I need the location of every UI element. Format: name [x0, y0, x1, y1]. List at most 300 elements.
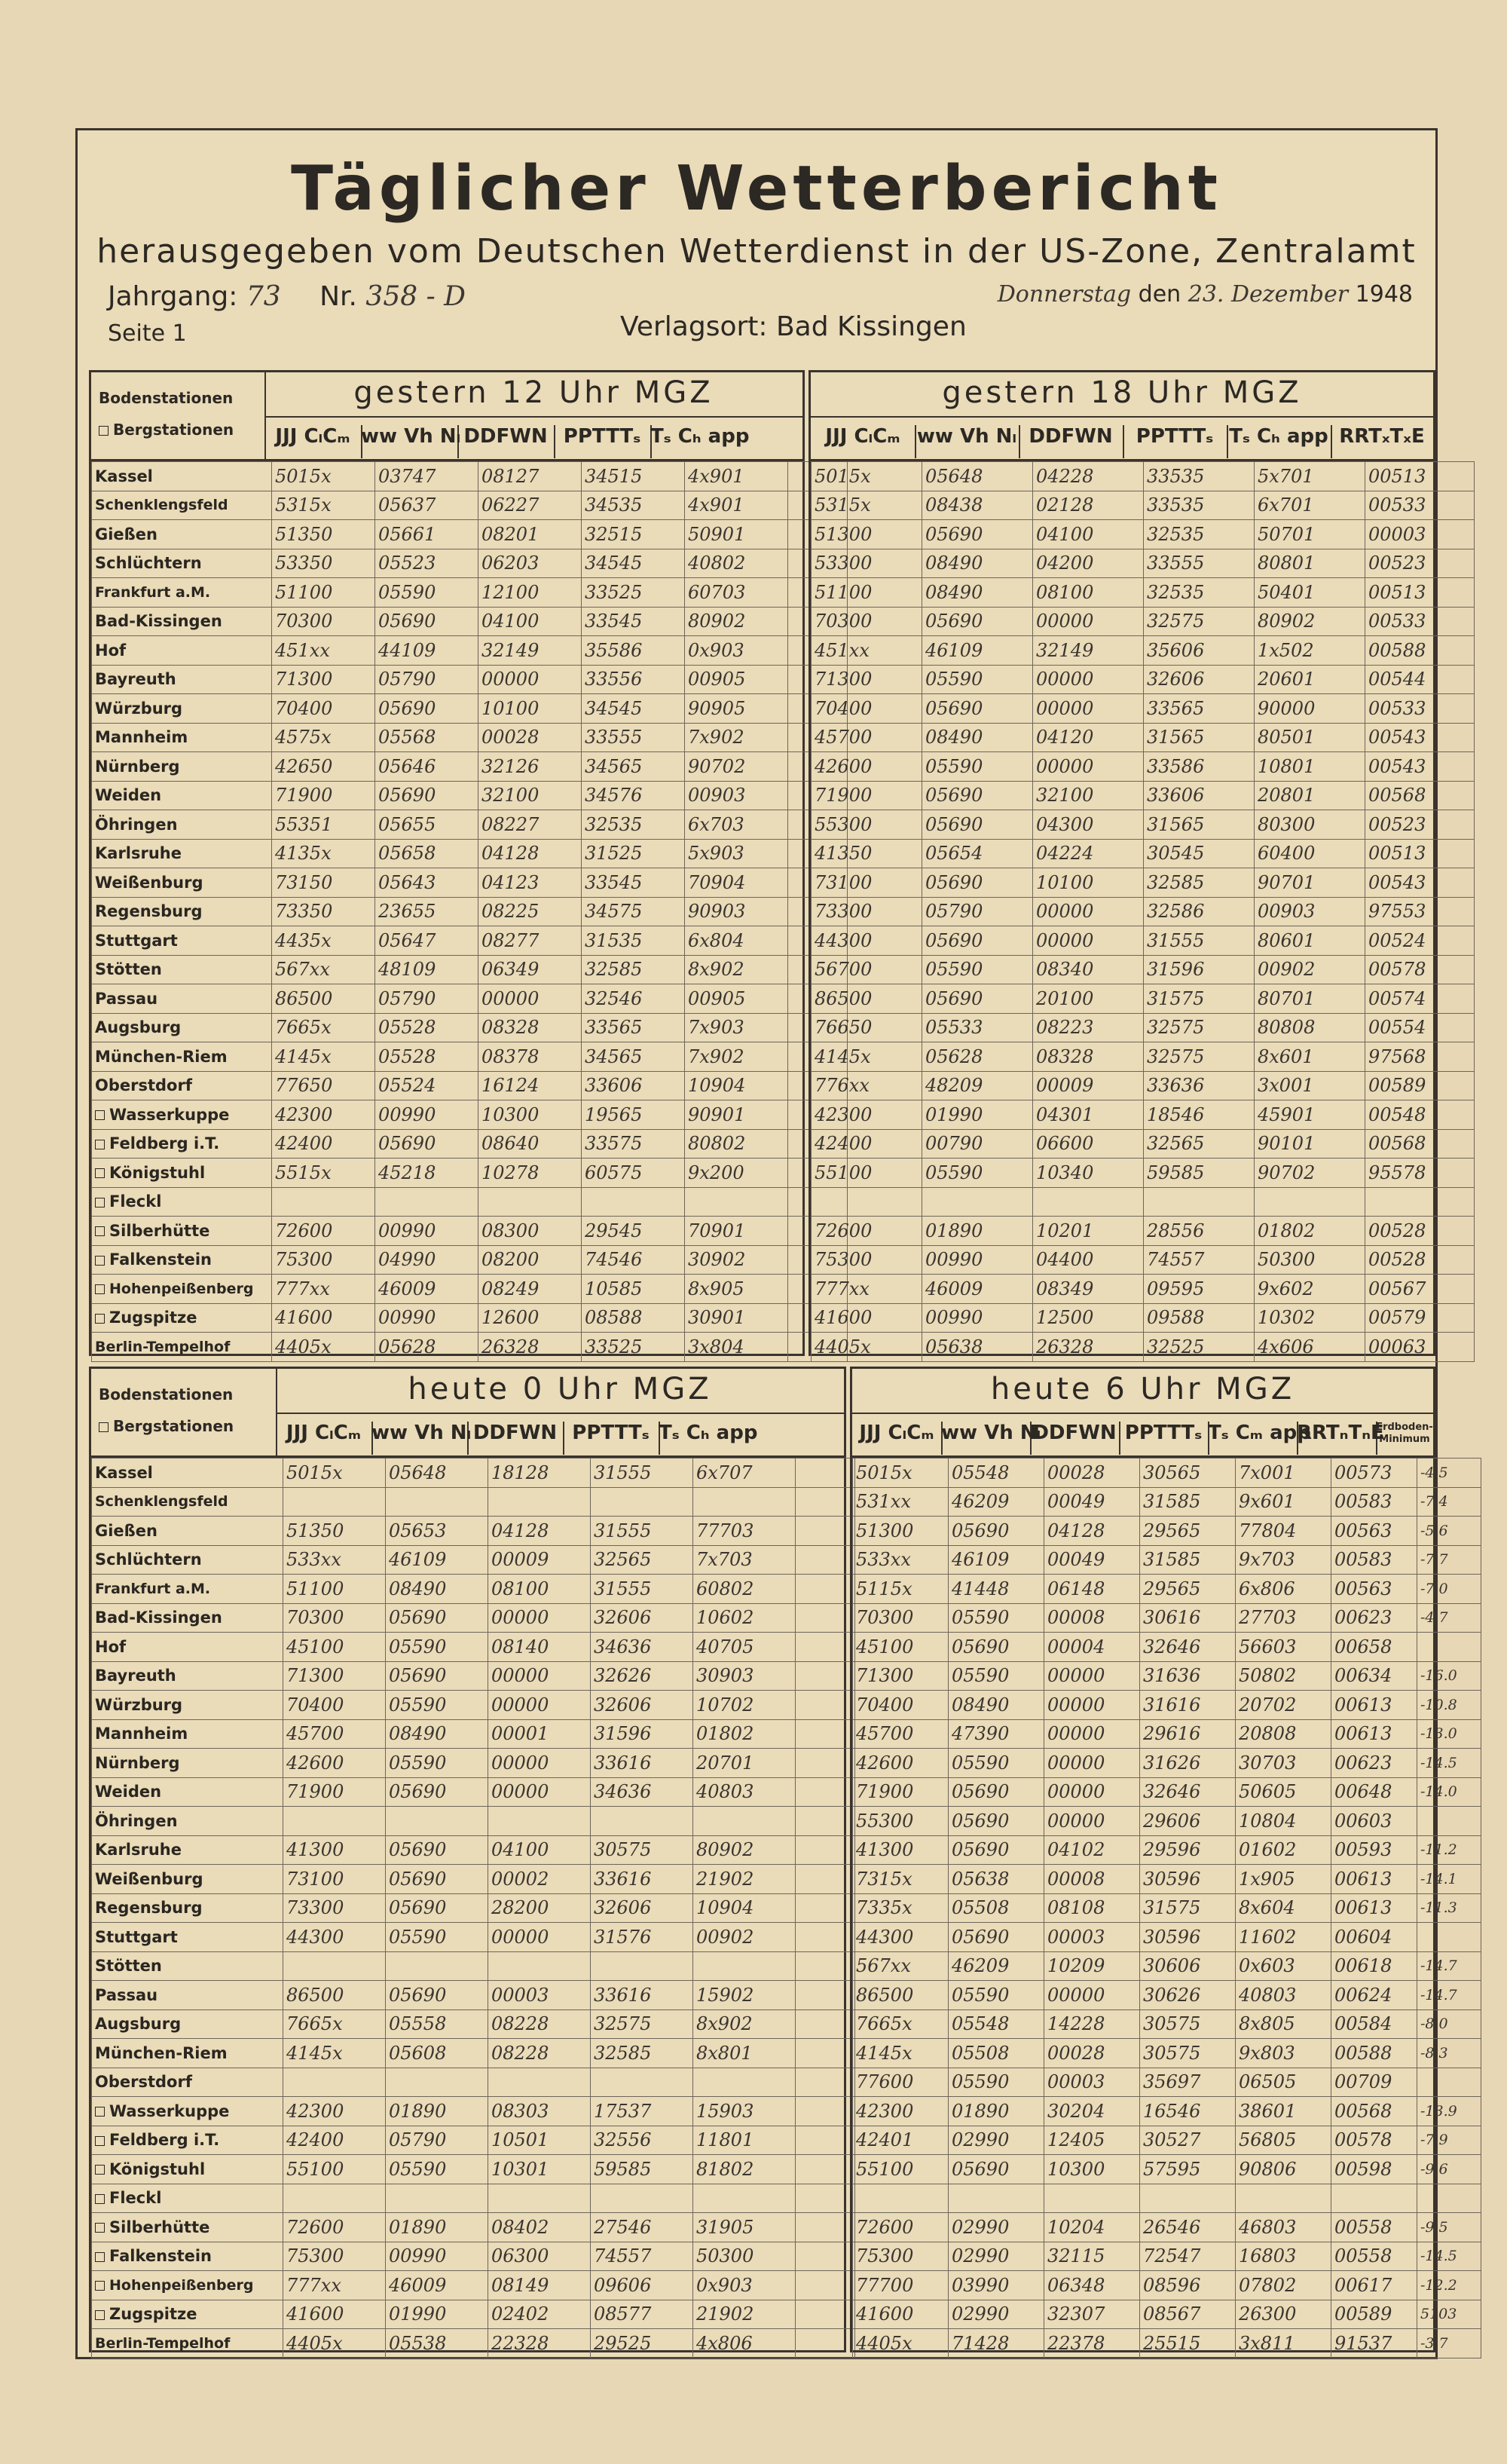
cell-value: 50300 — [693, 2242, 796, 2271]
cell-value: 10300 — [1044, 2155, 1140, 2184]
cell-value: 10100 — [1033, 868, 1144, 898]
table-row — [812, 636, 1475, 666]
cell-value: 04990 — [375, 1245, 478, 1275]
cell-value: 3x804 — [685, 1333, 788, 1362]
table-row — [853, 2126, 1481, 2155]
cell-value: 90901 — [685, 1100, 788, 1130]
station-name: Hohenpeißenberg — [92, 1275, 272, 1304]
station-name: Karlsruhe — [92, 1835, 283, 1865]
cell-value: 42300 — [283, 2097, 386, 2126]
cell-value — [283, 1807, 386, 1836]
cell-value: 3x811 — [1236, 2329, 1331, 2358]
cell-value: 05528 — [375, 1013, 478, 1042]
cell-value: 60400 — [1255, 839, 1365, 868]
table-row — [92, 897, 848, 926]
cell-value: 45700 — [812, 723, 922, 752]
table-row — [853, 1487, 1481, 1517]
cell-value: 4145x — [853, 2039, 949, 2068]
cell-value: 70904 — [685, 868, 788, 898]
table-row — [92, 549, 848, 578]
cell-value: 40803 — [693, 1777, 796, 1807]
cell-value: 46109 — [386, 1545, 488, 1575]
cell-value: 05690 — [922, 984, 1033, 1014]
column-header: ww Vh Nₗ — [941, 1422, 1032, 1455]
cell-value: 6x804 — [685, 926, 788, 956]
cell-value: 31575 — [1140, 1893, 1236, 1923]
cell-value: 31565 — [1144, 810, 1255, 840]
panel-title: heute 0 Uhr MGZ — [408, 1372, 712, 1406]
table-row — [92, 1545, 855, 1575]
cell-value: 05653 — [386, 1517, 488, 1546]
cell-value: 33556 — [582, 665, 685, 694]
station-name: Öhringen — [92, 810, 272, 840]
cell-value: 08490 — [922, 549, 1033, 578]
cell-value: 32586 — [1144, 897, 1255, 926]
cell-value: 33606 — [1144, 781, 1255, 810]
column-headers — [811, 416, 1433, 461]
station-name: Oberstdorf — [92, 2068, 283, 2097]
cell-value: 32149 — [1033, 636, 1144, 666]
empty-cell — [796, 1835, 855, 1865]
table-row — [853, 1691, 1481, 1720]
station-name: Zugspitze — [92, 2300, 283, 2329]
cell-value: 4145x — [812, 1042, 922, 1072]
checkbox-icon — [95, 2281, 105, 2291]
cell-value: 31555 — [591, 1517, 693, 1546]
empty-cell — [796, 1633, 855, 1662]
cell-value: 20808 — [1236, 1719, 1331, 1749]
cell-value: 00658 — [1331, 1633, 1417, 1662]
cell-value: 48209 — [922, 1071, 1033, 1100]
table-row — [853, 1545, 1481, 1575]
weekday-value: Donnerstag — [997, 281, 1132, 308]
cell-value: 18128 — [488, 1459, 591, 1488]
cell-value: 41448 — [949, 1575, 1044, 1604]
cell-value: 05524 — [375, 1071, 478, 1100]
station-name: Königstuhl — [92, 1159, 272, 1188]
cell-value: 10904 — [693, 1893, 796, 1923]
cell-value: 00593 — [1331, 1835, 1417, 1865]
cell-value — [488, 1487, 591, 1517]
cell-value: 86500 — [272, 984, 375, 1014]
cell-value: 32546 — [582, 984, 685, 1014]
cell-value: 32585 — [1144, 868, 1255, 898]
cell-value: 70300 — [283, 1603, 386, 1633]
cell-value: 72547 — [1140, 2242, 1236, 2271]
table-row — [812, 665, 1475, 694]
cell-value: 50300 — [1255, 1245, 1365, 1275]
cell-value: 7x902 — [685, 1042, 788, 1072]
empty-cell — [796, 1575, 855, 1604]
table-row — [853, 1661, 1481, 1691]
report-subtitle: herausgegeben vom Deutschen Wetterdienst in der US-Zone, Zentralamt — [96, 232, 1417, 271]
cell-value: 08577 — [591, 2300, 693, 2329]
cell-value: 7335x — [853, 1893, 949, 1923]
cell-value: 05643 — [375, 868, 478, 898]
cell-value: 71900 — [853, 1777, 949, 1807]
cell-value — [693, 1951, 796, 1981]
cell-value: 12405 — [1044, 2126, 1140, 2155]
cell-value: 41600 — [812, 1303, 922, 1333]
station-name: Kassel — [92, 462, 272, 491]
cell-value: 00000 — [1033, 607, 1144, 636]
station-name: Augsburg — [92, 1013, 272, 1042]
cell-value: 04100 — [488, 1835, 591, 1865]
table-row — [92, 1245, 848, 1275]
cell-value: 05690 — [922, 607, 1033, 636]
cell-value: 30575 — [591, 1835, 693, 1865]
data-table — [852, 1458, 1481, 2358]
station-name: Schenklengsfeld — [92, 1487, 283, 1517]
cell-value: 7x703 — [693, 1545, 796, 1575]
panel-today-00 — [89, 1367, 846, 2352]
cell-value: 05690 — [922, 810, 1033, 840]
table-row — [812, 1159, 1475, 1188]
cell-value: 4435x — [272, 926, 375, 956]
cell-value: 09595 — [1144, 1275, 1255, 1304]
cell-value: 10278 — [478, 1159, 582, 1188]
cell-value: 20801 — [1255, 781, 1365, 810]
cell-value: 10585 — [582, 1275, 685, 1304]
column-header: ww Vh Nₗ — [915, 425, 1020, 458]
cell-value: 00574 — [1365, 984, 1475, 1014]
cell-value: 16546 — [1140, 2097, 1236, 2126]
cell-value: 00049 — [1044, 1487, 1140, 1517]
column-header: Tₛ Cₕ app — [650, 425, 750, 448]
cell-value: -12.2 — [1417, 2271, 1481, 2300]
cell-value: -11.2 — [1417, 1835, 1481, 1865]
station-name: Karlsruhe — [92, 839, 272, 868]
cell-value: 10301 — [488, 2155, 591, 2184]
cell-value: 74546 — [582, 1245, 685, 1275]
cell-value: -4.7 — [1417, 1603, 1481, 1633]
cell-value: 10302 — [1255, 1303, 1365, 1333]
station-name: Frankfurt a.M. — [92, 578, 272, 608]
cell-value: 00544 — [1365, 665, 1475, 694]
column-headers — [276, 1413, 844, 1458]
cell-value: 42401 — [853, 2126, 949, 2155]
cell-value: 30575 — [1140, 2009, 1236, 2039]
cell-value: 31565 — [1144, 723, 1255, 752]
table-row — [92, 1459, 855, 1488]
cell-value: 08438 — [922, 491, 1033, 520]
panel-title: gestern 12 Uhr MGZ — [353, 375, 714, 410]
cell-value: 81802 — [693, 2155, 796, 2184]
station-name: Augsburg — [92, 2009, 283, 2039]
station-name: Würzburg — [92, 1691, 283, 1720]
cell-value: 00990 — [375, 1217, 478, 1246]
column-header: PPTTTₛ — [563, 1422, 660, 1455]
table-row — [92, 1217, 848, 1246]
cell-value: 86500 — [853, 1981, 949, 2010]
cell-value: 08567 — [1140, 2300, 1236, 2329]
panel-title: heute 6 Uhr MGZ — [990, 1372, 1295, 1406]
cell-value: 60703 — [685, 578, 788, 608]
cell-value: 10300 — [478, 1100, 582, 1130]
cell-value: 70300 — [853, 1603, 949, 1633]
checkbox-icon — [95, 1226, 105, 1236]
cell-value: 02990 — [949, 2242, 1044, 2271]
cell-value: 776xx — [812, 1071, 922, 1100]
station-name: Fleckl — [92, 2184, 283, 2213]
cell-value: 08149 — [488, 2271, 591, 2300]
checkbox-icon — [95, 2107, 105, 2117]
cell-value: 77804 — [1236, 1517, 1331, 1546]
column-header: DDFWN — [1030, 1422, 1120, 1455]
cell-value — [488, 1951, 591, 1981]
cell-value: 40803 — [1236, 1981, 1331, 2010]
cell-value: 42300 — [853, 2097, 949, 2126]
cell-value: 00000 — [488, 1691, 591, 1720]
cell-value: 00000 — [488, 1603, 591, 1633]
column-header: RRTₓTₓE — [1339, 425, 1425, 448]
cell-value: 14228 — [1044, 2009, 1140, 2039]
cell-value: 90702 — [685, 752, 788, 782]
cell-value: 06203 — [478, 549, 582, 578]
cell-value: 00790 — [922, 1129, 1033, 1159]
table-row — [92, 2213, 855, 2242]
cell-value: 451xx — [812, 636, 922, 666]
station-name: Falkenstein — [92, 2242, 283, 2271]
cell-value: 19565 — [582, 1100, 685, 1130]
cell-value: 42300 — [812, 1100, 922, 1130]
table-row — [812, 1187, 1475, 1217]
cell-value: 31576 — [591, 1923, 693, 1952]
cell-value: 48109 — [375, 955, 478, 984]
station-name: Nürnberg — [92, 752, 272, 782]
table-row — [812, 926, 1475, 956]
cell-value: 04100 — [478, 607, 582, 636]
cell-value: 05558 — [386, 2009, 488, 2039]
empty-cell — [796, 2097, 855, 2126]
cell-value — [488, 2068, 591, 2097]
table-row — [92, 1749, 855, 1778]
cell-value: 09588 — [1144, 1303, 1255, 1333]
cell-value: 00008 — [1044, 1603, 1140, 1633]
cell-value: 06300 — [488, 2242, 591, 2271]
cell-value: 12100 — [478, 578, 582, 608]
column-header: DDFWN — [467, 1422, 564, 1455]
station-name: München-Riem — [92, 2039, 283, 2068]
cell-value — [1044, 2184, 1140, 2213]
station-name: Zugspitze — [92, 1303, 272, 1333]
table-row — [853, 2039, 1481, 2068]
cell-value: 30527 — [1140, 2126, 1236, 2155]
cell-value — [582, 1187, 685, 1217]
cell-value: 5515x — [272, 1159, 375, 1188]
cell-value: 05690 — [949, 1807, 1044, 1836]
checkbox-icon — [95, 2194, 105, 2204]
cell-value: 55100 — [853, 2155, 949, 2184]
cell-value: 71428 — [949, 2329, 1044, 2358]
cell-value: 44109 — [375, 636, 478, 666]
cell-value: 70300 — [812, 607, 922, 636]
table-row — [92, 1071, 848, 1100]
cell-value: -7.4 — [1417, 1487, 1481, 1517]
cell-value: 05637 — [375, 491, 478, 520]
cell-value: 31555 — [591, 1459, 693, 1488]
cell-value: 05690 — [922, 926, 1033, 956]
cell-value: 02990 — [949, 2300, 1044, 2329]
issue-line — [108, 281, 466, 312]
cell-value: 00003 — [488, 1981, 591, 2010]
checkbox-icon — [95, 1168, 105, 1178]
cell-value: 32575 — [1144, 607, 1255, 636]
cell-value: 90903 — [685, 897, 788, 926]
panel-yesterday-12 — [89, 370, 805, 1356]
cell-value: 00634 — [1331, 1661, 1417, 1691]
table-row — [812, 1303, 1475, 1333]
cell-value: 29596 — [1140, 1835, 1236, 1865]
cell-value: 00523 — [1365, 810, 1475, 840]
cell-value: 77700 — [853, 2271, 949, 2300]
cell-value: 32606 — [591, 1603, 693, 1633]
cell-value — [386, 2184, 488, 2213]
cell-value: 00533 — [1365, 491, 1475, 520]
cell-value: 0x903 — [685, 636, 788, 666]
table-row — [812, 868, 1475, 898]
cell-value: 8x801 — [693, 2039, 796, 2068]
cell-value: 29525 — [591, 2329, 693, 2358]
cell-value: 32100 — [478, 781, 582, 810]
cell-value: 00513 — [1365, 578, 1475, 608]
cell-value: 80300 — [1255, 810, 1365, 840]
cell-value: 00563 — [1331, 1517, 1417, 1546]
cell-value: 33555 — [1144, 549, 1255, 578]
checkbox-icon — [95, 2252, 105, 2262]
cell-value: 00554 — [1365, 1013, 1475, 1042]
cell-value: 05590 — [949, 1661, 1044, 1691]
cell-value: 00513 — [1365, 839, 1475, 868]
cell-value: 00000 — [488, 1777, 591, 1807]
station-name: Stötten — [92, 1951, 283, 1981]
cell-value: 28556 — [1144, 1217, 1255, 1246]
cell-value: 55100 — [283, 2155, 386, 2184]
cell-value: 05508 — [949, 1893, 1044, 1923]
panel-header — [91, 1369, 844, 1458]
cell-value: 73100 — [812, 868, 922, 898]
cell-value: 05690 — [375, 1129, 478, 1159]
checkbox-icon — [95, 2223, 105, 2233]
cell-value: 5x701 — [1255, 462, 1365, 491]
cell-value: 00003 — [1044, 1923, 1140, 1952]
table-row — [853, 1835, 1481, 1865]
table-row — [92, 2300, 855, 2329]
cell-value: 1x905 — [1236, 1865, 1331, 1894]
table-row — [92, 2039, 855, 2068]
cell-value: 05654 — [922, 839, 1033, 868]
cell-value: 33575 — [582, 1129, 685, 1159]
cell-value — [1417, 1923, 1481, 1952]
cell-value: 05533 — [922, 1013, 1033, 1042]
cell-value: 30616 — [1140, 1603, 1236, 1633]
cell-value: 59585 — [1144, 1159, 1255, 1188]
cell-value: 4x806 — [693, 2329, 796, 2358]
cell-value — [591, 1487, 693, 1517]
station-name: Silberhütte — [92, 1217, 272, 1246]
cell-value: 08108 — [1044, 1893, 1140, 1923]
cell-value: 44300 — [283, 1923, 386, 1952]
cell-value: 33535 — [1144, 491, 1255, 520]
cell-value: 27546 — [591, 2213, 693, 2242]
cell-value: 6x806 — [1236, 1575, 1331, 1604]
cell-value: 46209 — [949, 1487, 1044, 1517]
cell-value: 08100 — [1033, 578, 1144, 608]
cell-value: 567xx — [853, 1951, 949, 1981]
cell-value: 21902 — [693, 2300, 796, 2329]
table-row — [92, 1893, 855, 1923]
cell-value: 26328 — [478, 1333, 582, 1362]
cell-value: 32556 — [591, 2126, 693, 2155]
cell-value: 08340 — [1033, 955, 1144, 984]
station-name: Hohenpeißenberg — [92, 2271, 283, 2300]
cell-value: 01802 — [693, 1719, 796, 1749]
cell-value: 05690 — [386, 1777, 488, 1807]
cell-value — [272, 1187, 375, 1217]
checkbox-icon — [95, 1140, 105, 1149]
cell-value: 04100 — [1033, 520, 1144, 549]
publication-place: Verlagsort: Bad Kissingen — [620, 311, 967, 342]
cell-value: 46109 — [922, 636, 1033, 666]
station-name: Bayreuth — [92, 665, 272, 694]
cell-value: 08100 — [488, 1575, 591, 1604]
cell-value: 00618 — [1331, 1951, 1417, 1981]
cell-value: 74557 — [591, 2242, 693, 2271]
cell-value: 08228 — [488, 2039, 591, 2068]
cell-value: 31905 — [693, 2213, 796, 2242]
station-name: Gießen — [92, 1517, 283, 1546]
table-row — [853, 2009, 1481, 2039]
station-name: Weißenburg — [92, 868, 272, 898]
cell-value: 33636 — [1144, 1071, 1255, 1100]
cell-value: 05628 — [375, 1333, 478, 1362]
cell-value: 40802 — [685, 549, 788, 578]
column-header: PPTTTₛ — [1123, 425, 1228, 458]
column-header: ww Vh Nₗ — [371, 1422, 469, 1455]
cell-value: 00009 — [488, 1545, 591, 1575]
data-table — [91, 461, 848, 1362]
column-headers — [852, 1413, 1433, 1458]
panel-header — [811, 372, 1433, 461]
cell-value: 75300 — [283, 2242, 386, 2271]
empty-cell — [796, 2009, 855, 2039]
cell-value — [1417, 2068, 1481, 2097]
cell-value: 56603 — [1236, 1633, 1331, 1662]
cell-value: 73300 — [812, 897, 922, 926]
date-label: den — [1138, 281, 1181, 308]
cell-value: 32646 — [1140, 1777, 1236, 1807]
cell-value: 51300 — [853, 1517, 949, 1546]
cell-value: 11602 — [1236, 1923, 1331, 1952]
cell-value: 01602 — [1236, 1835, 1331, 1865]
cell-value: 33535 — [1144, 462, 1255, 491]
cell-value: -14.1 — [1417, 1865, 1481, 1894]
cell-value: 05590 — [386, 2155, 488, 2184]
cell-value: 30901 — [685, 1303, 788, 1333]
table-row — [92, 636, 848, 666]
table-row — [92, 607, 848, 636]
cell-value: 02990 — [949, 2126, 1044, 2155]
cell-value: 00003 — [1365, 520, 1475, 549]
cell-value: 34636 — [591, 1633, 693, 1662]
cell-value: 26328 — [1033, 1333, 1144, 1362]
cell-value: 05590 — [375, 578, 478, 608]
station-name: Wasserkuppe — [92, 1100, 272, 1130]
cell-value: 08490 — [922, 578, 1033, 608]
table-row — [853, 1865, 1481, 1894]
table-row — [92, 1661, 855, 1691]
table-row — [92, 665, 848, 694]
